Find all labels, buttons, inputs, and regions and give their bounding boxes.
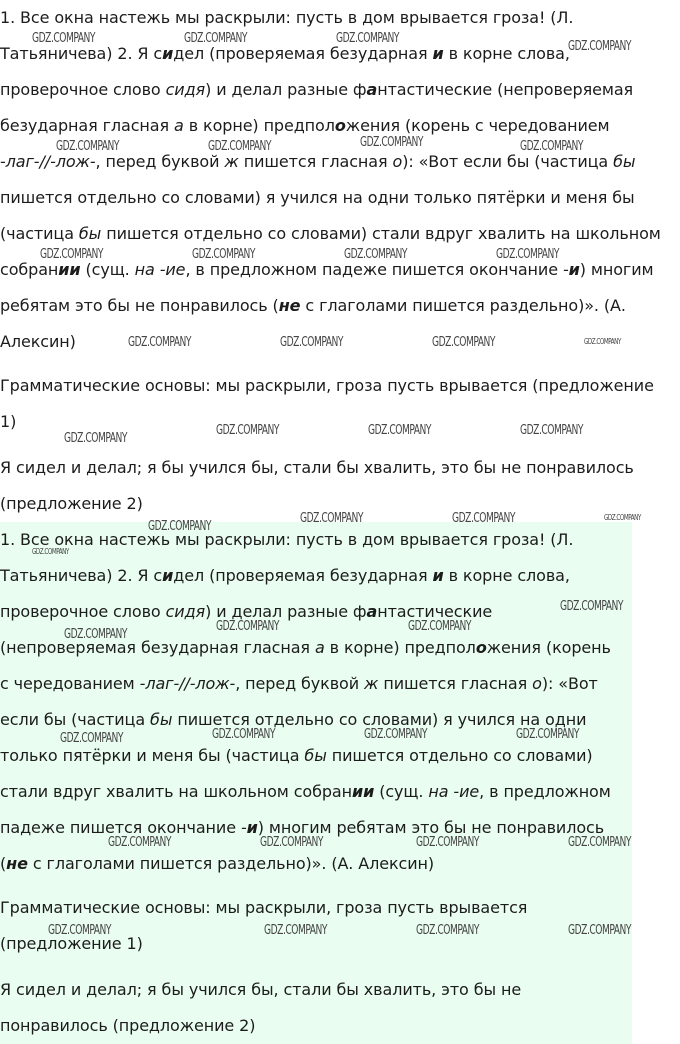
text-segment: , перед буквой: [95, 152, 225, 171]
answer-block-highlighted: [0, 522, 632, 1044]
text-segment: падеже пишется окончание: [0, 818, 241, 837]
watermark: GDZ.COMPANY: [32, 31, 96, 46]
text-segment: о: [532, 674, 542, 693]
text-segment: (предложение 2): [0, 494, 143, 513]
watermark: GDZ.COMPANY: [192, 247, 256, 262]
text-segment: не: [278, 296, 301, 315]
text-segment: и: [568, 260, 580, 279]
text-line: [0, 412, 16, 432]
text-line: [0, 260, 653, 280]
text-segment: ): «Вот: [541, 674, 598, 693]
text-segment: нтастические: [377, 602, 493, 621]
watermark: GDZ.COMPANY: [300, 511, 364, 526]
text-segment: о: [334, 116, 346, 135]
watermark: GDZ.COMPANY: [568, 39, 632, 54]
text-line: [0, 854, 434, 874]
text-segment: в корне) предпол: [324, 638, 476, 657]
text-line: [0, 458, 634, 478]
text-segment: ) и делал разные ф: [205, 602, 367, 621]
text-segment: ) и делал разные ф: [205, 80, 367, 99]
text-segment: пишется отдельно со словами) я учился на одни только пятёрки и меня бы: [0, 188, 635, 207]
text-segment: ии: [352, 782, 375, 801]
text-line: [0, 746, 593, 766]
text-line: [0, 188, 635, 208]
text-segment: на -ие: [428, 782, 480, 801]
text-line: [0, 710, 586, 730]
watermark: GDZ.COMPANY: [184, 31, 248, 46]
text-segment: собран: [0, 260, 59, 279]
watermark: GDZ.COMPANY: [360, 135, 424, 150]
text-segment: а: [174, 116, 184, 135]
watermark: GDZ.COMPANY: [560, 599, 624, 614]
text-segment: ж: [364, 674, 379, 693]
watermark: GDZ.COMPANY: [64, 627, 128, 642]
watermark: GDZ.COMPANY: [148, 519, 212, 534]
text-segment: сидя: [165, 80, 206, 99]
text-segment: 1. Все окна настежь мы раскрыли: пусть в дом врывается гроза! (Л.: [0, 8, 574, 27]
watermark: GDZ.COMPANY: [520, 139, 584, 154]
watermark: GDZ.COMPANY: [128, 335, 192, 350]
text-segment: стали вдруг хвалить на школьном собран: [0, 782, 352, 801]
text-segment: о: [475, 638, 487, 657]
text-segment: и: [162, 566, 174, 585]
text-segment: бы: [613, 152, 636, 171]
watermark: GDZ.COMPANY: [568, 835, 632, 850]
watermark: GDZ.COMPANY: [416, 923, 480, 938]
text-segment: нтастические (непроверяемая: [377, 80, 634, 99]
text-segment: -: [562, 260, 569, 279]
text-segment: , перед буквой: [235, 674, 365, 693]
text-segment: проверочное слово: [0, 602, 166, 621]
text-segment: бы: [78, 224, 102, 243]
text-line: [0, 494, 143, 514]
text-segment: пишется отдельно со словами): [326, 746, 593, 765]
text-segment: Татьяничева) 2. Я с: [0, 566, 163, 585]
text-segment: в корне слова,: [443, 566, 570, 585]
watermark: GDZ.COMPANY: [520, 423, 584, 438]
watermark: GDZ.COMPANY: [60, 731, 124, 746]
text-line: [0, 530, 573, 550]
watermark: GDZ.COMPANY: [32, 547, 69, 556]
watermark: GDZ.COMPANY: [264, 923, 328, 938]
text-segment: ) многим: [579, 260, 654, 279]
watermark: GDZ.COMPANY: [212, 727, 276, 742]
text-line: [0, 782, 611, 802]
watermark: GDZ.COMPANY: [64, 431, 128, 446]
text-segment: (: [0, 854, 7, 873]
text-segment: дел (проверяемая безударная: [173, 44, 433, 63]
text-segment: проверочное слово: [0, 80, 166, 99]
text-segment: дел (проверяемая безударная: [173, 566, 433, 585]
text-segment: только пятёрки и меня бы (частица: [0, 746, 305, 765]
text-segment: бы: [150, 710, 173, 729]
text-segment: (частица: [0, 224, 79, 243]
watermark: GDZ.COMPANY: [516, 727, 580, 742]
text-segment: а: [366, 602, 378, 621]
watermark: GDZ.COMPANY: [568, 923, 632, 938]
text-segment: Алексин): [0, 332, 76, 351]
watermark: GDZ.COMPANY: [336, 31, 400, 46]
text-line: [0, 116, 610, 136]
watermark: GDZ.COMPANY: [56, 139, 120, 154]
text-segment: 1): [0, 412, 17, 431]
text-segment: на -ие: [134, 260, 186, 279]
text-segment: Я сидел и делал; я бы учился бы, стали бы хвалить, это бы не понравилось: [0, 458, 634, 477]
text-segment: Я сидел и делал; я бы учился бы, стали бы хвалить, это бы не: [0, 980, 522, 999]
watermark: GDZ.COMPANY: [344, 247, 408, 262]
text-segment: (сущ.: [80, 260, 135, 279]
text-line: [0, 224, 661, 244]
watermark: GDZ.COMPANY: [216, 619, 280, 634]
text-line: [0, 44, 570, 64]
watermark: GDZ.COMPANY: [408, 619, 472, 634]
text-segment: Татьяничева) 2. Я с: [0, 44, 163, 63]
text-segment: и: [432, 566, 444, 585]
text-segment: , в предложном: [479, 782, 611, 801]
text-segment: понравилось (предложение 2): [0, 1016, 256, 1035]
text-line: [0, 566, 570, 586]
text-segment: не: [6, 854, 28, 873]
text-segment: с глаголами пишется раздельно)». (А. Алексин): [27, 854, 435, 873]
text-segment: , в предложном падеже пишется окончание: [185, 260, 563, 279]
text-segment: и: [162, 44, 174, 63]
watermark: GDZ.COMPANY: [108, 835, 172, 850]
text-line: [0, 376, 654, 396]
text-segment: а: [314, 638, 325, 657]
text-segment: и: [246, 818, 258, 837]
watermark: GDZ.COMPANY: [604, 513, 641, 522]
text-line: [0, 296, 626, 316]
text-line: [0, 80, 633, 100]
text-segment: Грамматические основы: мы раскрыли, гроза пусть врывается: [0, 898, 528, 917]
text-line: [0, 152, 635, 172]
text-line: [0, 332, 76, 352]
watermark: GDZ.COMPANY: [432, 335, 496, 350]
text-segment: с чередованием: [0, 674, 140, 693]
text-segment: ии: [58, 260, 81, 279]
text-segment: сидя: [165, 602, 206, 621]
text-segment: пишется гласная: [238, 152, 393, 171]
text-segment: Грамматические основы: мы раскрыли, гроза пусть врывается (предложение: [0, 376, 654, 395]
text-segment: (сущ.: [374, 782, 429, 801]
watermark: GDZ.COMPANY: [368, 423, 432, 438]
text-line: [0, 1016, 255, 1036]
watermark: GDZ.COMPANY: [48, 923, 112, 938]
text-segment: 1. Все окна настежь мы раскрыли: пусть в дом врывается гроза! (Л.: [0, 530, 574, 549]
text-segment: безударная гласная: [0, 116, 174, 135]
text-segment: пишется отдельно со словами) стали вдруг хвалить на школьном: [101, 224, 661, 243]
text-segment: а: [366, 80, 378, 99]
text-segment: ж: [224, 152, 239, 171]
text-segment: -лаг-//-лож-: [0, 152, 96, 171]
text-line: [0, 898, 527, 918]
text-segment: и: [432, 44, 444, 63]
watermark: GDZ.COMPANY: [364, 727, 428, 742]
watermark: GDZ.COMPANY: [280, 335, 344, 350]
text-segment: о: [392, 152, 403, 171]
text-segment: в корне) предпол: [183, 116, 335, 135]
watermark: GDZ.COMPANY: [260, 835, 324, 850]
text-segment: (предложение 1): [0, 934, 143, 953]
text-segment: -лаг-//-лож-: [139, 674, 236, 693]
text-line: [0, 8, 573, 28]
watermark: GDZ.COMPANY: [40, 247, 104, 262]
watermark: GDZ.COMPANY: [496, 247, 560, 262]
watermark: GDZ.COMPANY: [416, 835, 480, 850]
text-segment: с глаголами пишется раздельно)». (А.: [300, 296, 626, 315]
text-line: [0, 674, 598, 694]
text-segment: жения (корень: [486, 638, 611, 657]
text-segment: пишется гласная: [378, 674, 533, 693]
text-segment: пишется отдельно со словами) я учился на одни: [172, 710, 587, 729]
watermark: GDZ.COMPANY: [452, 511, 516, 526]
text-line: [0, 980, 521, 1000]
text-segment: если бы (частица: [0, 710, 151, 729]
watermark: GDZ.COMPANY: [584, 337, 621, 346]
text-segment: ребятам это бы не понравилось (: [0, 296, 279, 315]
text-segment: ) многим ребятам это бы не понравилось: [257, 818, 605, 837]
text-segment: (непроверяемая безударная гласная: [0, 638, 315, 657]
text-segment: бы: [304, 746, 327, 765]
text-segment: в корне слова,: [443, 44, 570, 63]
watermark: GDZ.COMPANY: [208, 139, 272, 154]
text-segment: ): «Вот если бы (частица: [402, 152, 614, 171]
text-segment: жения (корень с чередованием: [345, 116, 610, 135]
text-segment: -: [240, 818, 247, 837]
watermark: GDZ.COMPANY: [216, 423, 280, 438]
